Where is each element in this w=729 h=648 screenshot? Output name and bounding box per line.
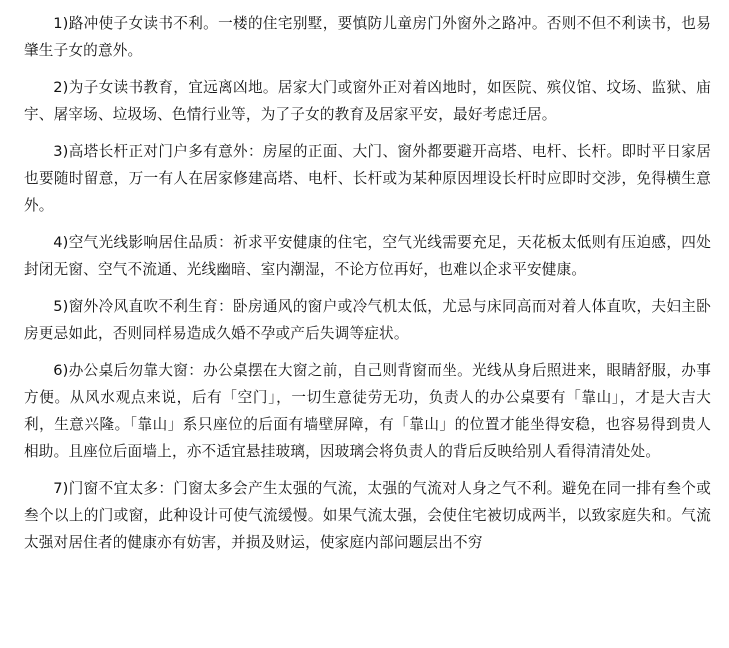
paragraph-7: 7)门窗不宜太多：门窗太多会产生太强的气流，太强的气流对人身之气不利。避免在同一排有叁个或叁个以上的门或窗，此种设计可使气流缓慢。如果气流太强，会使住宅被切成两半，以致家庭失和。气流太强对居住者的健康亦有妨害，并损及财运，使家庭内部问题层出不穷 [24, 480, 711, 551]
paragraph-1: 1)路冲使子女读书不利。一楼的住宅别墅，要慎防儿童房门外窗外之路冲。否则不但不利读书，也易肇生子女的意外。 [24, 15, 711, 59]
paragraph-6: 6)办公桌后勿靠大窗：办公桌摆在大窗之前，自己则背窗而坐。光线从身后照进来，眼睛舒服，办事方便。从风水观点来说，后有「空门」，一切生意徒劳无功，负责人的办公桌要有「靠山」，才是大吉大利，生意兴隆。「靠山」系只座位的后面有墙壁屏障，有「靠山」的位置才能坐得安稳，也容易得到贵人相助。且座位后面墙上，亦不适宜悬挂玻璃，因玻璃会将负责人的背后反映给别人看得清清处处。 [24, 362, 711, 460]
paragraph-3: 3)高塔长杆正对门户多有意外：房屋的正面、大门、窗外都要避开高塔、电杆、长杆。即时平日家居也要随时留意，万一有人在居家修建高塔、电杆、长杆或为某种原因埋设长杆时应即时交涉，免得横生意外。 [24, 143, 711, 214]
paragraph-5: 5)窗外冷风直吹不利生育：卧房通风的窗户或冷气机太低，尤忌与床同高而对着人体直吹，夫妇主卧房更忌如此，否则同样易造成久婚不孕或产后失调等症状。 [24, 298, 711, 342]
paragraph-4: 4)空气光线影响居住品质：祈求平安健康的住宅，空气光线需要充足，天花板太低则有压迫感，四处封闭无窗、空气不流通、光线幽暗、室内潮湿，不论方位再好，也难以企求平安健康。 [24, 234, 711, 278]
paragraph-2: 2)为子女读书教育，宜远离凶地。居家大门或窗外正对着凶地时，如医院、殡仪馆、坟场、监狱、庙宇、屠宰场、垃圾场、色情行业等，为了子女的教育及居家平安，最好考虑迁居。 [24, 79, 711, 123]
